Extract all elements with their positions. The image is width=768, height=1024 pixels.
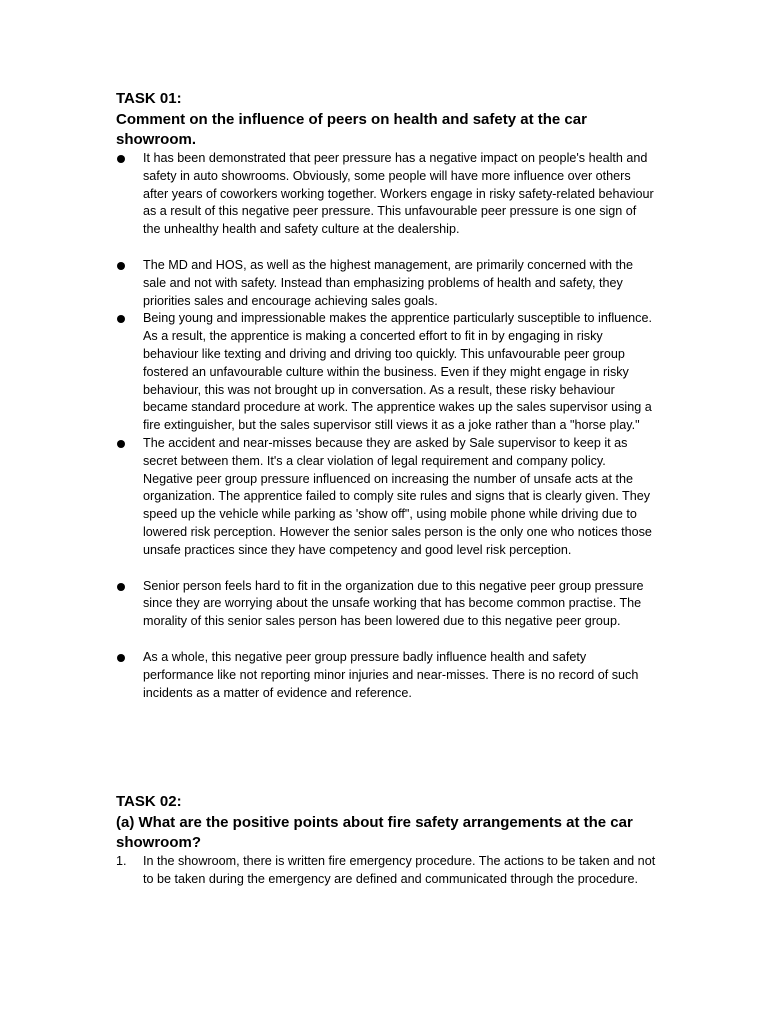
bullet-icon — [117, 440, 125, 448]
task-02-numbered-list — [116, 853, 656, 889]
item-number: 1. — [116, 854, 127, 868]
task-02-question: (a) What are the positive points about fire safety arrangements at the car showroom? — [116, 814, 633, 851]
list-item — [116, 310, 656, 435]
list-item — [116, 257, 656, 310]
task-01-question: Comment on the influence of peers on health and safety at the car showroom. — [116, 111, 587, 148]
bullet-text: The accident and near-misses because they are asked by Sale supervisor to keep it as secret between them. It's a clear violation of legal requirement and company policy. Negative peer group pressure influenced on increasing the number of unsafe acts at the organization. The apprentice failed to comply site rules and signs that is clearly given. They speed up the vehicle while parking as 'show off", using mobile phone while driving due to lowered risk perception. However the senior sales person is the only one who notices those unsafe practices since they have competency and good level risk perception. — [143, 435, 652, 557]
bullet-icon — [117, 262, 125, 270]
task-01-label: TASK 01: — [116, 90, 182, 107]
item-text: In the showroom, there is written fire emergency procedure. The actions to be taken and not to be taken during the emergency are defined and communicated through the procedure. — [143, 854, 656, 886]
task-01-bullet-list — [116, 150, 656, 702]
bullet-text: Senior person feels hard to fit in the organization due to this negative peer group pressure since they are worrying about the unsafe working that has become common practise. The morality of this senior sales person has been lowered due to this negative peer group. — [143, 578, 644, 629]
task-02-label: TASK 02: — [116, 793, 182, 810]
bullet-icon — [117, 583, 125, 591]
bullet-icon — [117, 315, 125, 323]
list-item — [116, 578, 656, 631]
bullet-text: The MD and HOS, as well as the highest management, are primarily concerned with the sale and not with safety. Instead than emphasizing problems of health and safety, they priorities sales and encourage achieving sales goals. — [143, 257, 633, 308]
bullet-text: Being young and impressionable makes the apprentice particularly susceptible to influence. As a result, the apprentice is making a concerted effort to fit in by engaging in risky behaviour like texting and driving and driving too quickly. This unfavourable peer group fostered an unfavourable culture within the business. Even if they might engage in risky behaviour, this was not brought up in conversation. As a result, these risky behaviour became standard procedure at work. The apprentice wakes up the sales supervisor using a fire extinguisher, but the sales supervisor still views it as a joke rather than a "horse play." — [143, 311, 652, 433]
list-item — [116, 150, 656, 239]
bullet-icon — [117, 654, 125, 662]
list-item — [116, 853, 656, 889]
list-item — [116, 435, 656, 560]
bullet-icon — [117, 155, 125, 163]
list-item — [116, 649, 656, 702]
bullet-text: As a whole, this negative peer group pressure badly influence health and safety performance like not reporting minor injuries and near-misses. There is no record of such incidents as a matter of evidence and reference. — [143, 649, 639, 700]
bullet-text: It has been demonstrated that peer pressure has a negative impact on people's health and safety in auto showrooms. Obviously, some people will have more influence over others after years of coworkers working together. Workers engage in risky safety-related behaviour as a result of this negative peer pressure. This unfavourable peer pressure is one sign of the unhealthy health and safety culture at the dealership. — [143, 151, 654, 237]
